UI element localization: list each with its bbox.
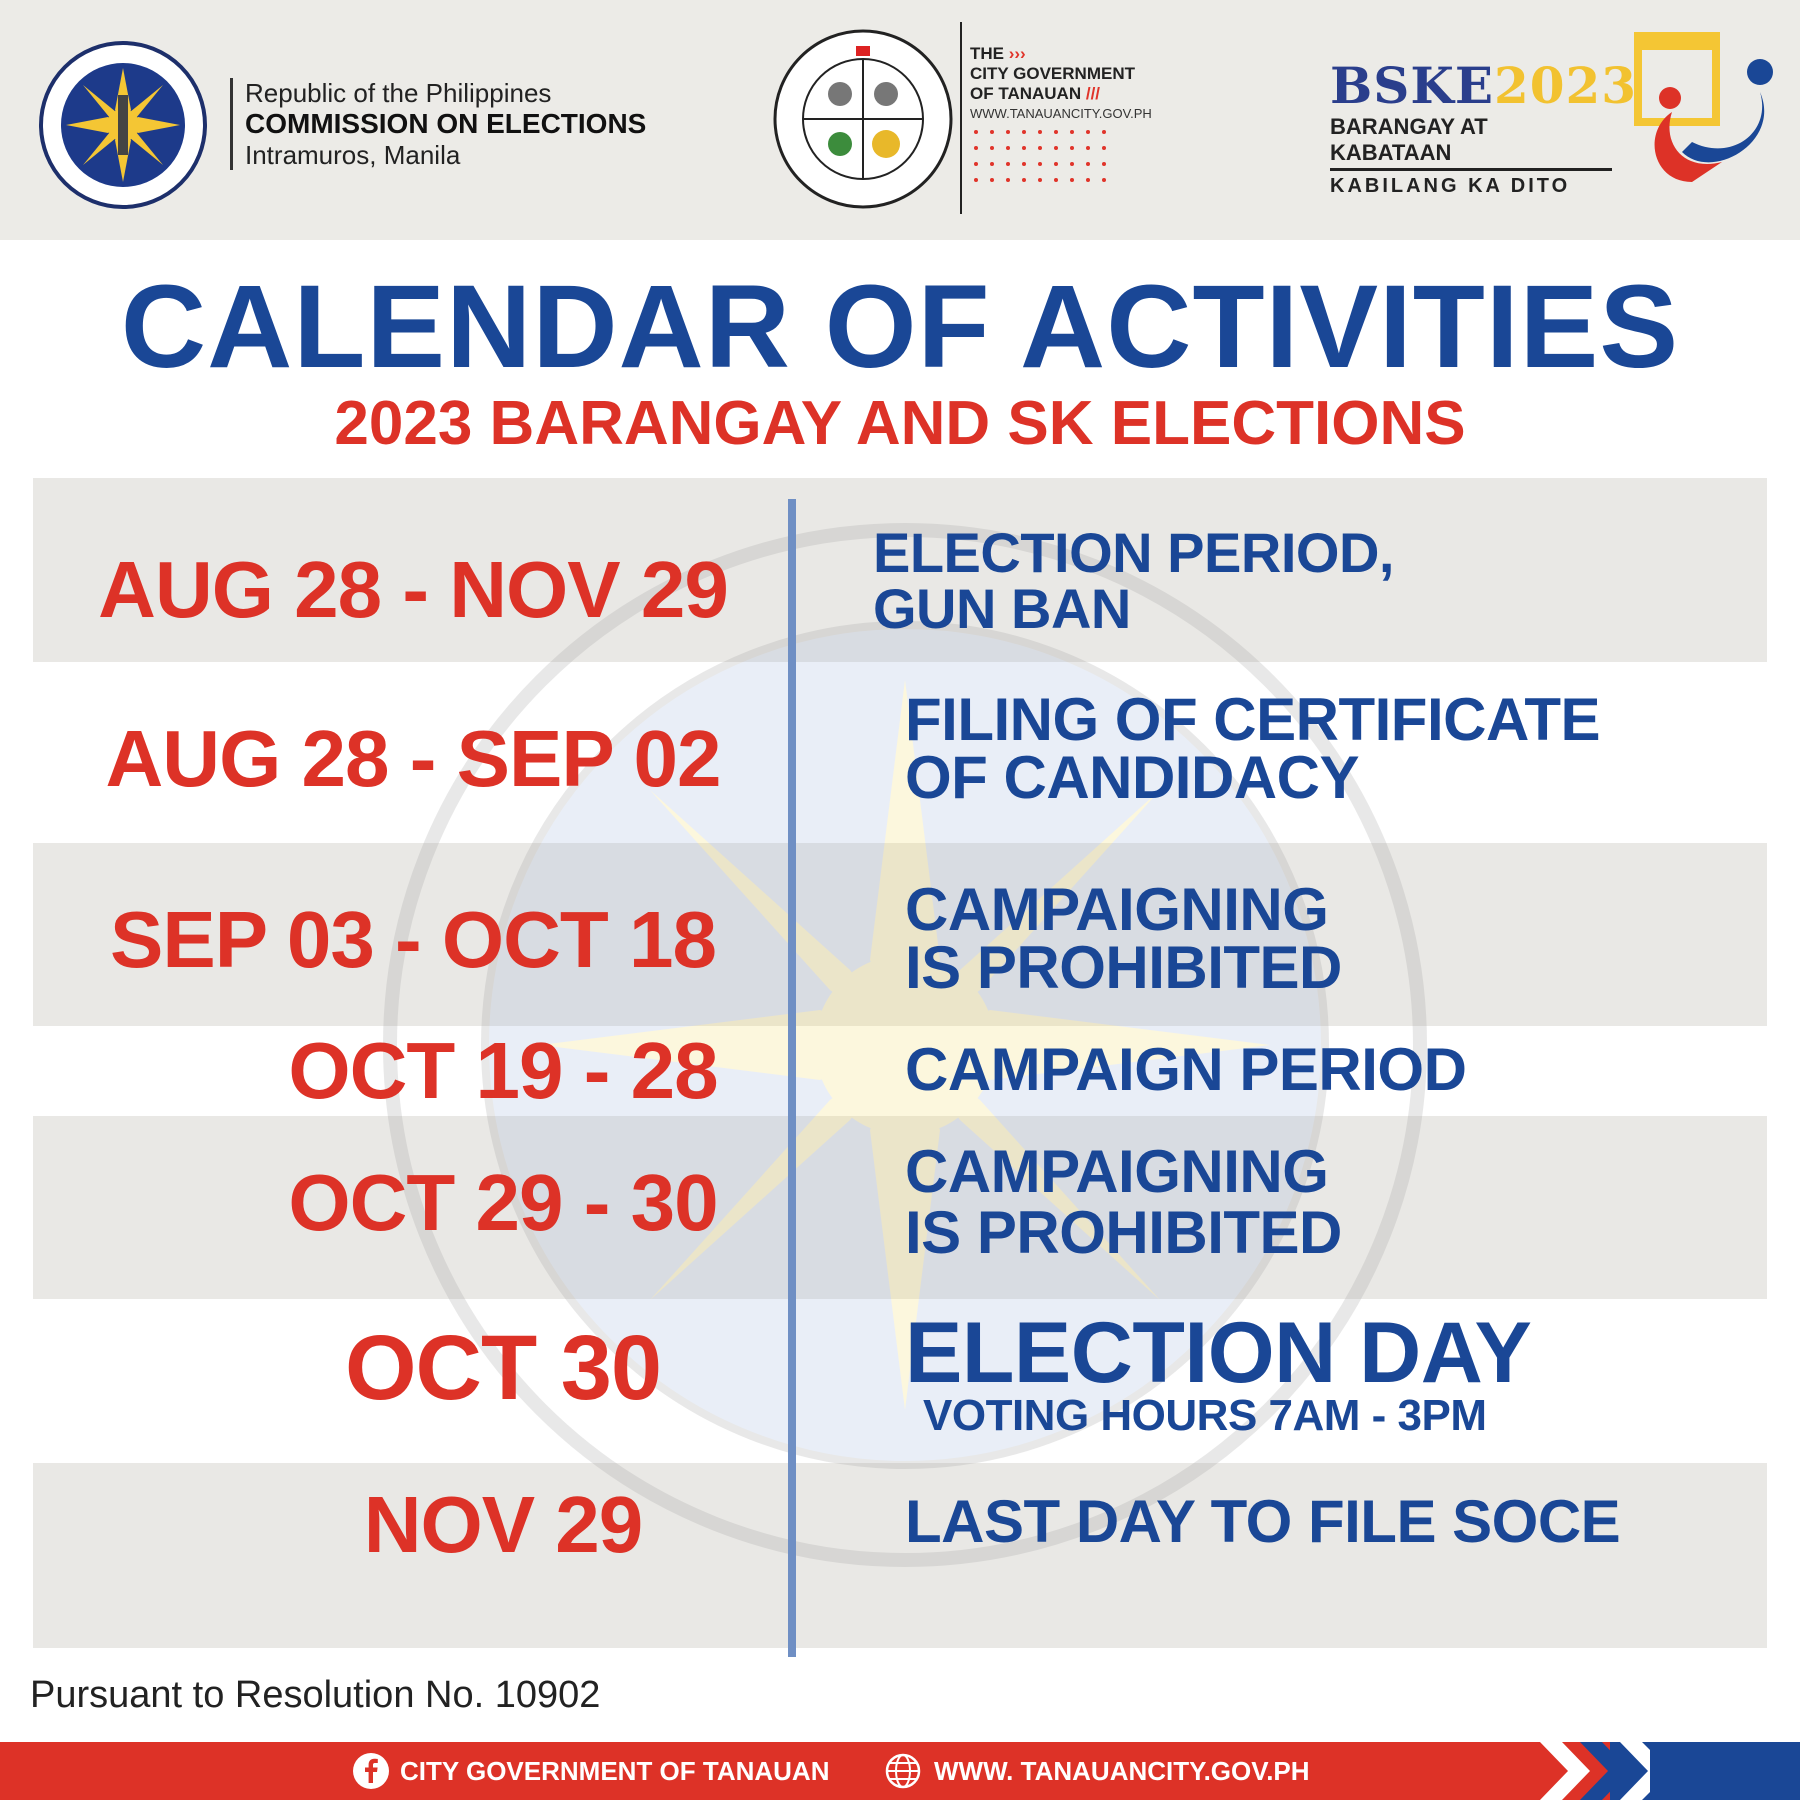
comelec-line-1: Republic of the Philippines <box>245 78 552 108</box>
row-desc-line-1: CAMPAIGN PERIOD <box>905 1036 1467 1103</box>
row-desc-line-1: FILING OF CERTIFICATE <box>905 686 1600 753</box>
footer-website-link[interactable]: WWW. TANAUANCITY.GOV.PH <box>934 1756 1310 1786</box>
comelec-line-2: COMMISSION ON ELECTIONS <box>245 108 647 139</box>
row-date: OCT 30 <box>344 1317 662 1419</box>
row-desc-line-1: CAMPAIGNING <box>905 1138 1329 1205</box>
footer-facebook-link[interactable]: CITY GOVERNMENT OF TANAUAN <box>400 1756 830 1786</box>
row-date: AUG 28 - SEP 02 <box>105 714 721 803</box>
bske-word: BSKE <box>1330 56 1494 115</box>
row-desc-line-2: IS PROHIBITED <box>905 934 1342 1001</box>
footnote: Pursuant to Resolution No. 10902 <box>30 1674 601 1716</box>
row-desc-line-2: VOTING HOURS 7AM - 3PM <box>923 1391 1487 1440</box>
tanauan-line-2: CITY GOVERNMENT <box>970 64 1135 83</box>
row-date: AUG 28 - NOV 29 <box>98 545 728 634</box>
row-desc-line-1: ELECTION PERIOD, <box>873 521 1394 584</box>
tanauan-the: THE <box>970 44 1004 63</box>
page-title: CALENDAR OF ACTIVITIES <box>120 261 1680 393</box>
dot-pattern-icon <box>972 128 1122 188</box>
bske-figure-icon <box>1632 32 1782 202</box>
comelec-seal-icon <box>38 40 208 210</box>
tanauan-seal-icon <box>772 28 954 210</box>
tanauan-url: WWW.TANAUANCITY.GOV.PH <box>970 106 1152 121</box>
page-subtitle: 2023 BARANGAY AND SK ELECTIONS <box>334 389 1466 458</box>
row-date: SEP 03 - OCT 18 <box>109 895 716 984</box>
row-desc-line-2: IS PROHIBITED <box>905 1199 1342 1266</box>
row-desc-line-1: LAST DAY TO FILE SOCE <box>905 1488 1621 1555</box>
bske-line-2: BARANGAY AT KABATAAN <box>1330 114 1612 171</box>
facebook-icon[interactable] <box>352 1752 390 1790</box>
bske-line-3: KABILANG KA DITO <box>1330 175 1571 197</box>
bske-year: 2023 <box>1493 56 1638 115</box>
tanauan-arrows-icon: ››› <box>1004 44 1026 63</box>
header <box>0 0 1800 240</box>
chevron-right-icon <box>1540 1742 1650 1800</box>
tanauan-divider <box>960 22 962 214</box>
bske-logo-text <box>1330 58 1637 198</box>
row-desc-line-1: CAMPAIGNING <box>905 876 1329 943</box>
row-desc-line-1: ELECTION DAY <box>905 1305 1532 1401</box>
comelec-line-3: Intramuros, Manila <box>245 140 461 170</box>
tanauan-line-3: OF TANAUAN <box>970 84 1082 103</box>
tanauan-text <box>970 44 1152 121</box>
row-desc-line-2: GUN BAN <box>873 577 1131 640</box>
row-date: NOV 29 <box>363 1480 643 1569</box>
comelec-text <box>230 78 646 170</box>
globe-icon[interactable] <box>884 1752 922 1790</box>
tanauan-slashes-icon: /// <box>1081 84 1101 103</box>
row-desc-line-2: OF CANDIDACY <box>905 744 1359 811</box>
row-date: OCT 29 - 30 <box>288 1158 718 1247</box>
row-date: OCT 19 - 28 <box>288 1026 718 1115</box>
